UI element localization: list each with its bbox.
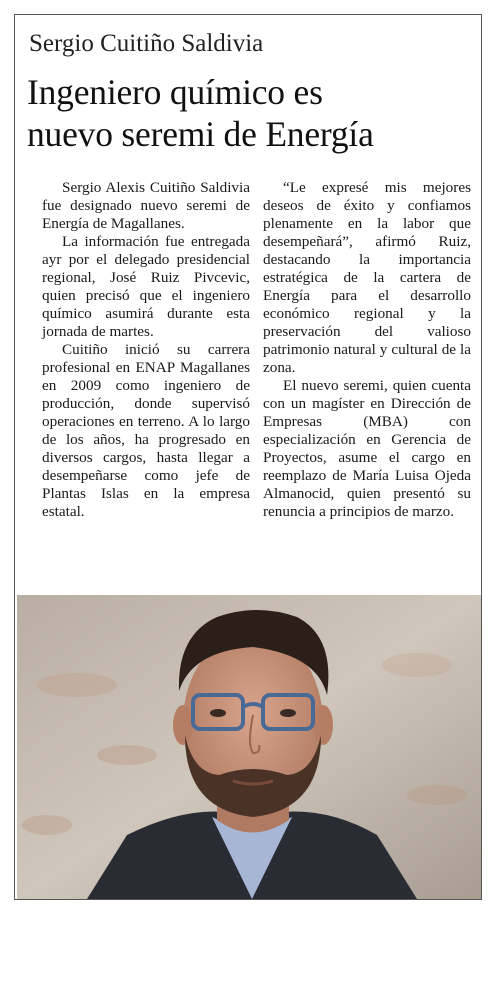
news-clipping xyxy=(14,14,482,900)
headline-line-1: Ingeniero químico es xyxy=(27,72,323,112)
right-column xyxy=(263,179,471,521)
headline-line-2: nuevo seremi de Energía xyxy=(27,114,374,154)
portrait-photo xyxy=(17,595,481,899)
article-headline xyxy=(27,71,472,155)
article-kicker: Sergio Cuitiño Saldivia xyxy=(29,30,264,57)
paragraph: La información fue entregada ayr por el delegado presidencial regional, José Ruiz Pivcevic, quien precisó que el ingeniero químico asumirá durante esta jornada de martes. xyxy=(42,233,250,340)
paragraph: “Le expresé mis mejores deseos de éxito y confiamos plenamente en la labor que desempeñará”, afirmó Ruiz, destacando la importancia estratégica de la cartera de Energía para el desarrollo económico regional y la preservación del valioso patrimonio natural y cultural de la zona. xyxy=(263,179,471,376)
left-column xyxy=(42,179,250,521)
paragraph: El nuevo seremi, quien cuenta con un magíster en Dirección de Empresas (MBA) con especialización en Gerencia de Proyectos, asume el cargo en reemplazo de María Luisa Ojeda Almanocid, quien presentó su renuncia a principios de marzo. xyxy=(263,377,471,520)
paragraph: Sergio Alexis Cuitiño Saldivia fue designado nuevo seremi de Energía de Magallanes. xyxy=(42,179,250,232)
paragraph: Cuitiño inició su carrera profesional en ENAP Magallanes en 2009 como ingeniero de producción, donde supervisó operaciones en terreno. A lo largo de los años, ha progresado en diversos cargos, hasta llegar a desempeñarse como jefe de Plantas Islas en la empresa estatal. xyxy=(42,341,250,520)
